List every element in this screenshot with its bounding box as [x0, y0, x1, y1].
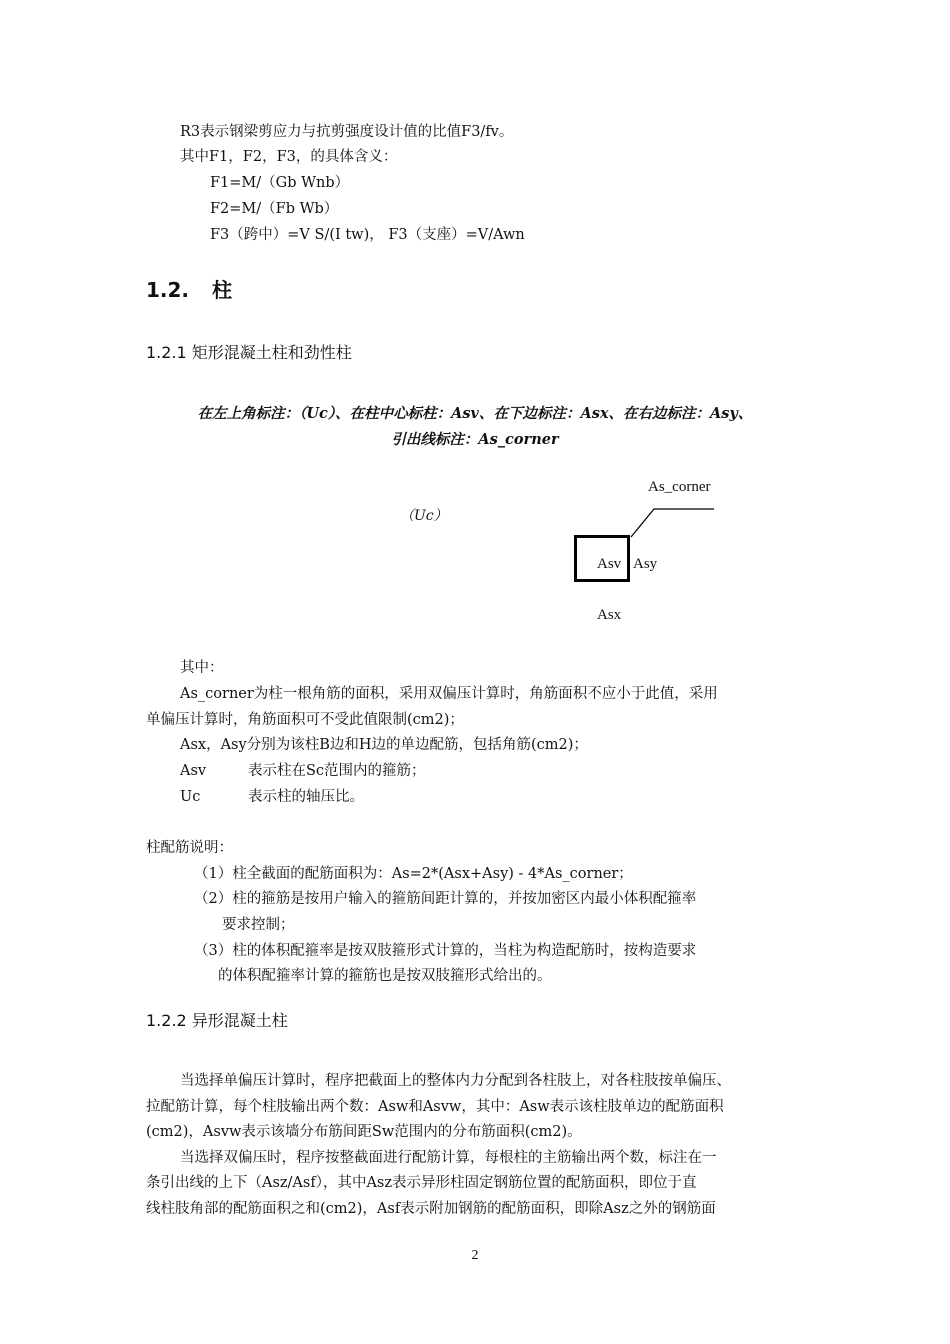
explain-qizhong: 其中：	[180, 660, 224, 676]
diagram-label-asx: Asx	[597, 607, 622, 623]
intro-line-r3: R3表示钢梁剪应力与抗剪强度设计值的比值F3/fv。	[180, 124, 514, 140]
annotation-caption-line2: 引出线标注：As_corner	[391, 431, 559, 448]
explain-as-corner-2: 单偏压计算时，角筋面积可不受此值限制(cm2)；	[146, 712, 464, 728]
para-single-2: 拉配筋计算，每个柱肢输出两个数：Asw和Asvw，其中：Asw表示该柱肢单边的配筋面积	[146, 1099, 724, 1115]
leader-line	[628, 505, 718, 541]
para-single-1: 当选择单偏压计算时，程序把截面上的整体内力分配到各柱肢上，对各柱肢按单偏压、	[180, 1073, 731, 1089]
para-single-3: (cm2)，Asvw表示该墙分布筋间距Sw范围内的分布筋面积(cm2)。	[146, 1124, 582, 1140]
rebar-title: 柱配筋说明：	[146, 840, 233, 856]
diagram-label-as-corner: As_corner	[648, 479, 711, 495]
explain-asx-asy: Asx，Asy分别为该柱B边和H边的单边配筋，包括角筋(cm2)；	[180, 737, 588, 753]
rebar-item-3b: 的体积配箍率计算的箍筋也是按双肢箍形式给出的。	[218, 968, 552, 984]
explain-uc-value: 表示柱的轴压比。	[248, 789, 364, 805]
explain-asv-value: 表示柱在Sc范围内的箍筋；	[248, 763, 426, 779]
intro-line-meaning: 其中F1，F2，F3，的具体含义：	[180, 149, 398, 165]
para-double-2: 条引出线的上下（Asz/Asf），其中Asz表示异形柱固定钢筋位置的配筋面积，即位于直	[146, 1175, 697, 1191]
para-double-3: 线柱肢角部的配筋面积之和(cm2)，Asf表示附加钢筋的配筋面积，即除Asz之外的钢筋面	[146, 1201, 716, 1217]
diagram-label-asv: Asv	[597, 556, 622, 572]
formula-f1: F1=M/（Gb Wnb）	[210, 175, 350, 191]
diagram-label-asy: Asy	[633, 556, 658, 572]
section-number: 1.2.	[146, 278, 190, 302]
explain-asv-key: Asv	[180, 763, 207, 779]
explain-uc-key: Uc	[180, 789, 201, 805]
rebar-item-1: （1）柱全截面的配筋面积为：As=2*(Asx+Asy) - 4*As_corner；	[194, 866, 633, 882]
rebar-item-2b: 要求控制；	[222, 917, 295, 933]
rebar-item-2a: （2）柱的箍筋是按用户输入的箍筋间距计算的，并按加密区内最小体积配箍率	[194, 891, 697, 907]
subsection-heading-rect-column: 1.2.1 矩形混凝土柱和劲性柱	[146, 343, 352, 362]
subsection-heading-special-column: 1.2.2 异形混凝土柱	[146, 1011, 288, 1030]
diagram-label-uc: （Uc）	[400, 508, 448, 524]
formula-f2: F2=M/（Fb Wb）	[210, 201, 339, 217]
explain-uc	[180, 787, 364, 807]
para-double-1: 当选择双偏压时，程序按整截面进行配筋计算，每根柱的主筋输出两个数，标注在一	[180, 1150, 717, 1166]
formula-f3: F3（跨中）=V S/(I tw)， F3（支座）=V/Awn	[210, 227, 525, 243]
explain-as-corner-1: As_corner为柱一根角筋的面积，采用双偏压计算时，角筋面积不应小于此值，采用	[180, 686, 718, 702]
rebar-item-3a: （3）柱的体积配箍率是按双肢箍形式计算的，当柱为构造配筋时，按构造要求	[194, 943, 697, 959]
explain-asv	[180, 761, 426, 781]
section-title: 柱	[212, 278, 232, 302]
page-number: 2	[471, 1248, 479, 1263]
section-heading	[146, 274, 232, 303]
annotation-caption-line1: 在左上角标注：（Uc）、在柱中心标柱：Asv、在下边标注：Asx、在右边标注：Asy、	[197, 405, 753, 422]
